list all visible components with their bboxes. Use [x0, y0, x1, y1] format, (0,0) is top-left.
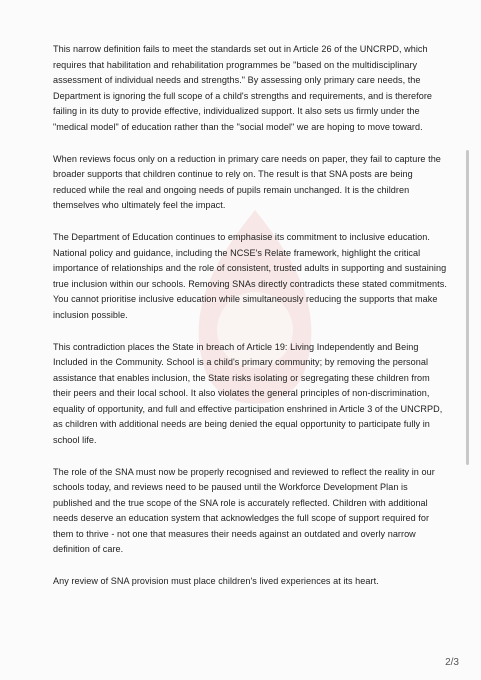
page-number: 2/3	[445, 657, 459, 668]
paragraph: The Department of Education continues to emphasise its commitment to inclusive education. National policy and guidance, including the NCSE's Relate framework, highlight the critical importance of relationships and the role of consistent, trusted adults in supporting and sustaining true inclusion within our schools. Removing SNAs directly contradicts these stated commitments. You cannot prioritise inclusive education while simultaneously reducing the supports that make inclusion possible.	[53, 232, 447, 320]
scrollbar[interactable]	[466, 150, 469, 465]
paragraph: When reviews focus only on a reduction in primary care needs on paper, they fail to capture the broader supports that children continue to rely on. The result is that SNA posts are being reduced while the real and ongoing needs of pupils remain unchanged. It is the children themselves who ultimately feel the impact.	[53, 153, 441, 210]
document-body	[53, 42, 448, 606]
paragraph: This contradiction places the State in breach of Article 19: Living Independently and Being Included in the Community. School is a child's primary community; by removing the personal assistance that enables inclusion, the State risks isolating or segregating these children from their peers and their local school. It also violates the general principles of non-discrimination, equality of opportunity, and full and effective participation enshrined in Article 3 of the UNCRPD, as children with additional needs are being denied the equal opportunity to participate fully in school life.	[53, 341, 443, 445]
paragraph: This narrow definition fails to meet the standards set out in Article 26 of the UNCRPD, which requires that habilitation and rehabilitation programmes be "based on the multidisciplinary assessment of individual needs and strengths." By assessing only primary care needs, the Department is ignoring the full scope of a child's strengths and requirements, and is therefore failing in its duty to provide effective, individualized support. It also sets us firmly under the "medical model" of education rather than the "social model" we are hoping to move toward.	[53, 44, 433, 132]
paragraph: The role of the SNA must now be properly recognised and reviewed to reflect the reality in our schools today, and reviews need to be paused until the Workforce Development Plan is published and the true scope of the SNA role is accurately reflected. Children with additional needs deserve an education system that acknowledges the full scope of support required for them to thrive - not one that measures their needs against an outdated and overly narrow definition of care.	[53, 466, 435, 554]
paragraph: Any review of SNA provision must place children's lived experiences at its heart.	[53, 576, 379, 586]
